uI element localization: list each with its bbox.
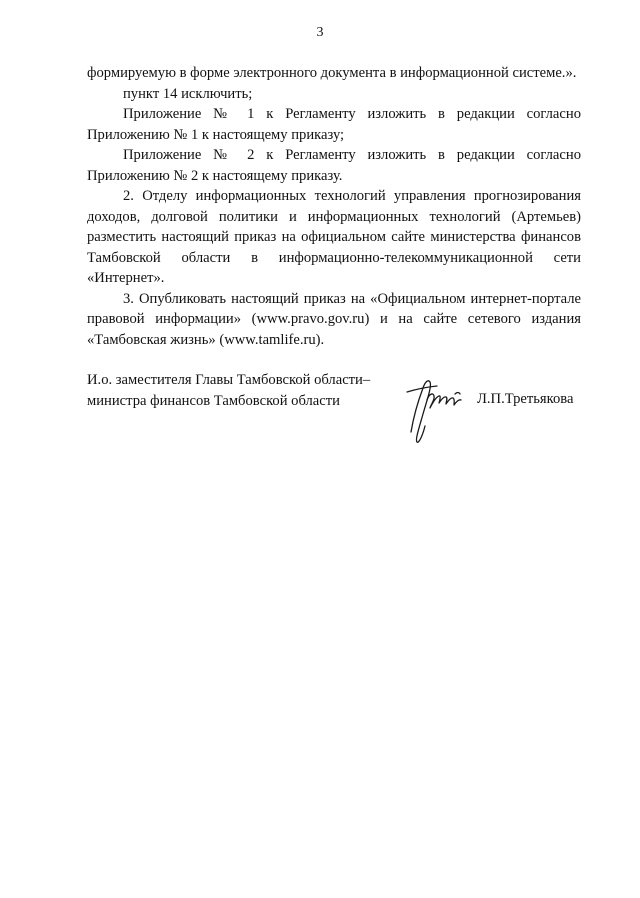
- paragraph-point-3: 3. Опубликовать настоящий приказ на «Официальном интернет-портале правовой информации» (www.pravo.gov.ru) и на сайте сетевого издания «Тамбовская жизнь» (www.tamlife.ru).: [87, 290, 581, 348]
- paragraph-appendix-1: Приложение № 1 к Регламенту изложить в редакции согласно Приложению № 1 к настоящему приказу;: [87, 106, 581, 143]
- document-body: [87, 63, 581, 350]
- paragraph-item-14: пункт 14 исключить;: [123, 85, 253, 102]
- signer-position: [87, 370, 387, 411]
- paragraph-continuation: формируемую в форме электронного документа в информационной системе.».: [87, 65, 577, 81]
- signer-position-line-2: министра финансов Тамбовской области: [87, 392, 340, 409]
- handwritten-signature-icon: [397, 370, 477, 450]
- signature-block: [87, 370, 581, 460]
- paragraph-point-2: 2. Отделу информационных технологий управления прогнозирования доходов, долговой политики и информационных технологий (Артемьев) разместить настоящий приказ на официальном сайте министерства финансов Тамбовской области в информационно-телекоммуникационной сети «Интернет».: [87, 188, 581, 286]
- paragraph-appendix-2: Приложение № 2 к Регламенту изложить в редакции согласно Приложению № 2 к настоящему приказу.: [87, 147, 581, 184]
- signer-name: Л.П.Третьякова: [477, 391, 574, 407]
- signer-position-line-1: И.о. заместителя Главы Тамбовской области–: [87, 372, 371, 388]
- page-number: 3: [316, 25, 324, 40]
